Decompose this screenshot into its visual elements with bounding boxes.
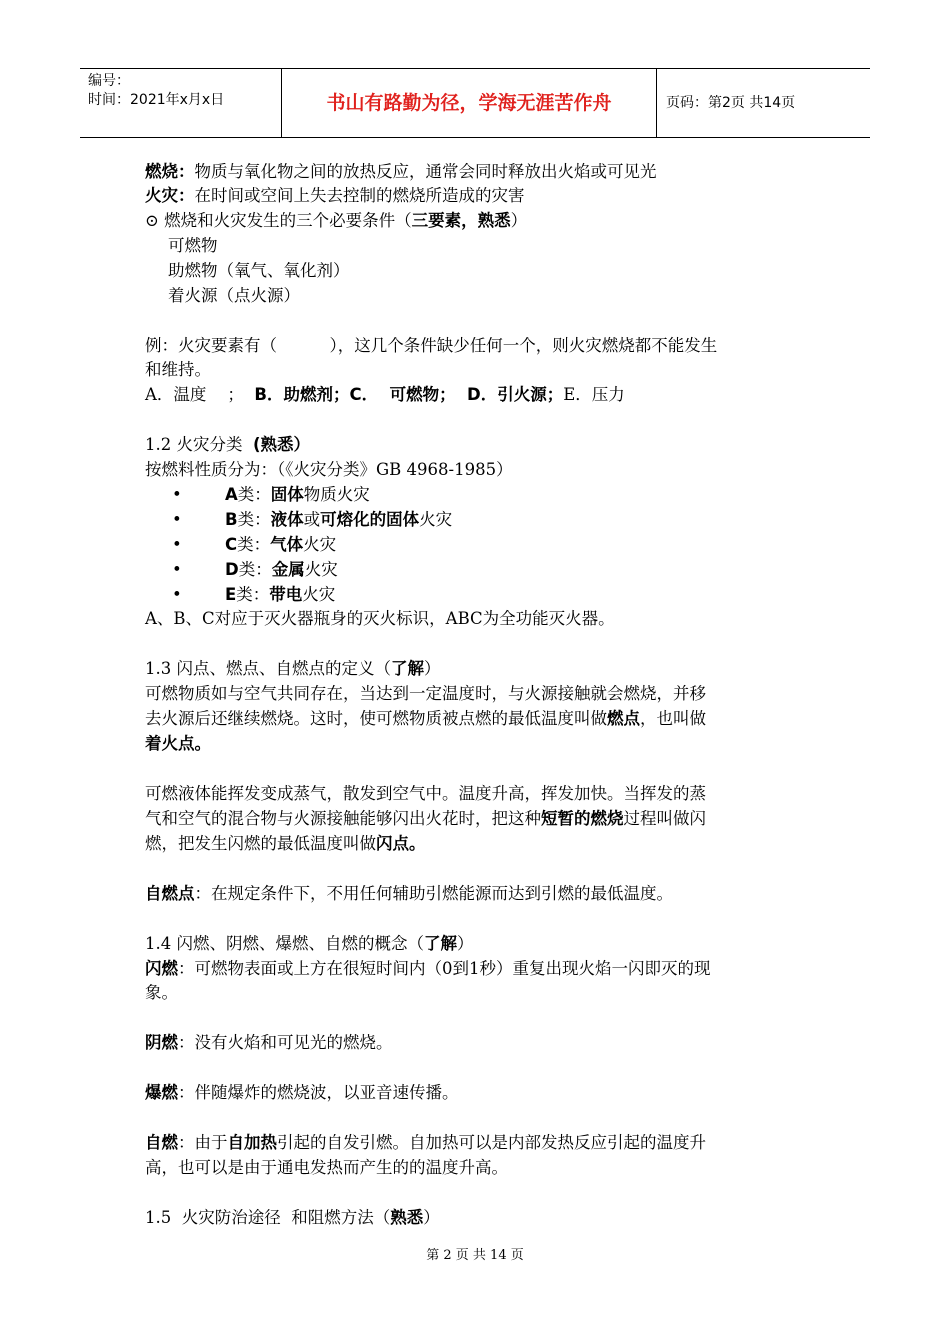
class-item: C类：气体火灾 <box>225 535 337 554</box>
para-smolder: 阴燃：没有火焰和可见光的燃烧。 <box>145 1033 393 1052</box>
line-combustion: 燃烧：物质与氧化物之间的放热反应，通常会同时释放出火焰或可见光 <box>145 162 657 181</box>
line-abc: A、B、C对应于灭火器瓶身的灭火标识，ABC为全功能灭火器。 <box>145 609 615 628</box>
class-item: B类：液体或可熔化的固体火灾 <box>225 510 453 529</box>
para-firepoint-1: 可燃物质如与空气共同存在，当达到一定温度时，与火源接触就会燃烧，并移 <box>145 684 706 703</box>
header-meta <box>80 69 282 137</box>
bullet-icon: • <box>172 560 182 579</box>
para-flashpoint-3: 燃，把发生闪燃的最低温度叫做闪点。 <box>145 834 426 853</box>
para-selfignition-2: 高，也可以是由于通电发热而产生的的温度升高。 <box>145 1158 508 1177</box>
para-selfignition-1: 自燃：由于自加热引起的自发引燃。自加热可以是内部发热反应引起的温度升 <box>145 1133 706 1152</box>
para-firepoint-3: 着火点。 <box>145 734 211 753</box>
line-fuel: 可燃物 <box>168 236 218 255</box>
number-label: 编号： <box>88 73 130 89</box>
bullet-icon: • <box>172 585 182 604</box>
section-1-2: 1.2 火灾分类 (熟悉） <box>145 435 311 454</box>
class-item: D类：金属火灾 <box>225 560 338 579</box>
line-ignition: 着火源（点火源） <box>168 286 300 305</box>
line-classification: 按燃料性质分为：（《火灾分类》GB 4968-1985） <box>145 460 513 479</box>
para-autoignition: 自燃点：在规定条件下，不用任何辅助引燃能源而达到引燃的最低温度。 <box>145 884 673 903</box>
class-item: E类：带电火灾 <box>225 585 336 604</box>
para-firepoint-2: 去火源后还继续燃烧。这时，使可燃物质被点燃的最低温度叫做燃点，也叫做 <box>145 709 706 728</box>
line-fire: 火灾：在时间或空间上失去控制的燃烧所造成的灾害 <box>145 186 525 205</box>
date-label: 时间：2021年x月x日 <box>88 92 225 108</box>
para-deflagration: 爆燃：伴随爆炸的燃烧波，以亚音速传播。 <box>145 1083 459 1102</box>
page-label: 页码：第2页 共14页 <box>666 95 796 111</box>
line-example-2: 和维持。 <box>145 360 211 379</box>
header-table <box>80 68 870 138</box>
line-example: 例：火灾要素有（ ），这几个条件缺少任何一个，则火灾燃烧都不能发生 <box>145 336 718 355</box>
para-flash-1: 闪燃：可燃物表面或上方在很短时间内（0到1秒）重复出现火焰一闪即灭的现 <box>145 959 711 978</box>
para-flashpoint-2: 气和空气的混合物与火源接触能够闪出火花时，把这种短暂的燃烧过程叫做闪 <box>145 809 706 828</box>
line-oxidizer: 助燃物（氧气、氧化剂） <box>168 261 350 280</box>
line-conditions: ⊙ 燃烧和火灾发生的三个必要条件（三要素，熟悉） <box>145 211 528 230</box>
bullet-icon: • <box>172 485 182 504</box>
section-1-3: 1.3 闪点、燃点、自燃点的定义（了解） <box>145 659 441 678</box>
section-1-5: 1.5 火灾防治途径 和阻燃方法（熟悉） <box>145 1208 440 1227</box>
bullet-icon: • <box>172 535 182 554</box>
para-flashpoint-1: 可燃液体能挥发变成蒸气，散发到空气中。温度升高，挥发加快。当挥发的蒸 <box>145 784 706 803</box>
bullet-icon: • <box>172 510 182 529</box>
section-1-4: 1.4 闪燃、阴燃、爆燃、自燃的概念（了解） <box>145 934 474 953</box>
motto: 书山有路勤为径，学海无涯苦作舟 <box>282 69 657 137</box>
para-flash-2: 象。 <box>145 983 178 1002</box>
class-item: A类：固体物质火灾 <box>225 485 370 504</box>
line-options: A．温度 ； B．助燃剂；C． 可燃物； D．引火源；E．压力 <box>145 385 625 404</box>
page-footer: 第 2 页 共 14 页 <box>426 1248 524 1263</box>
